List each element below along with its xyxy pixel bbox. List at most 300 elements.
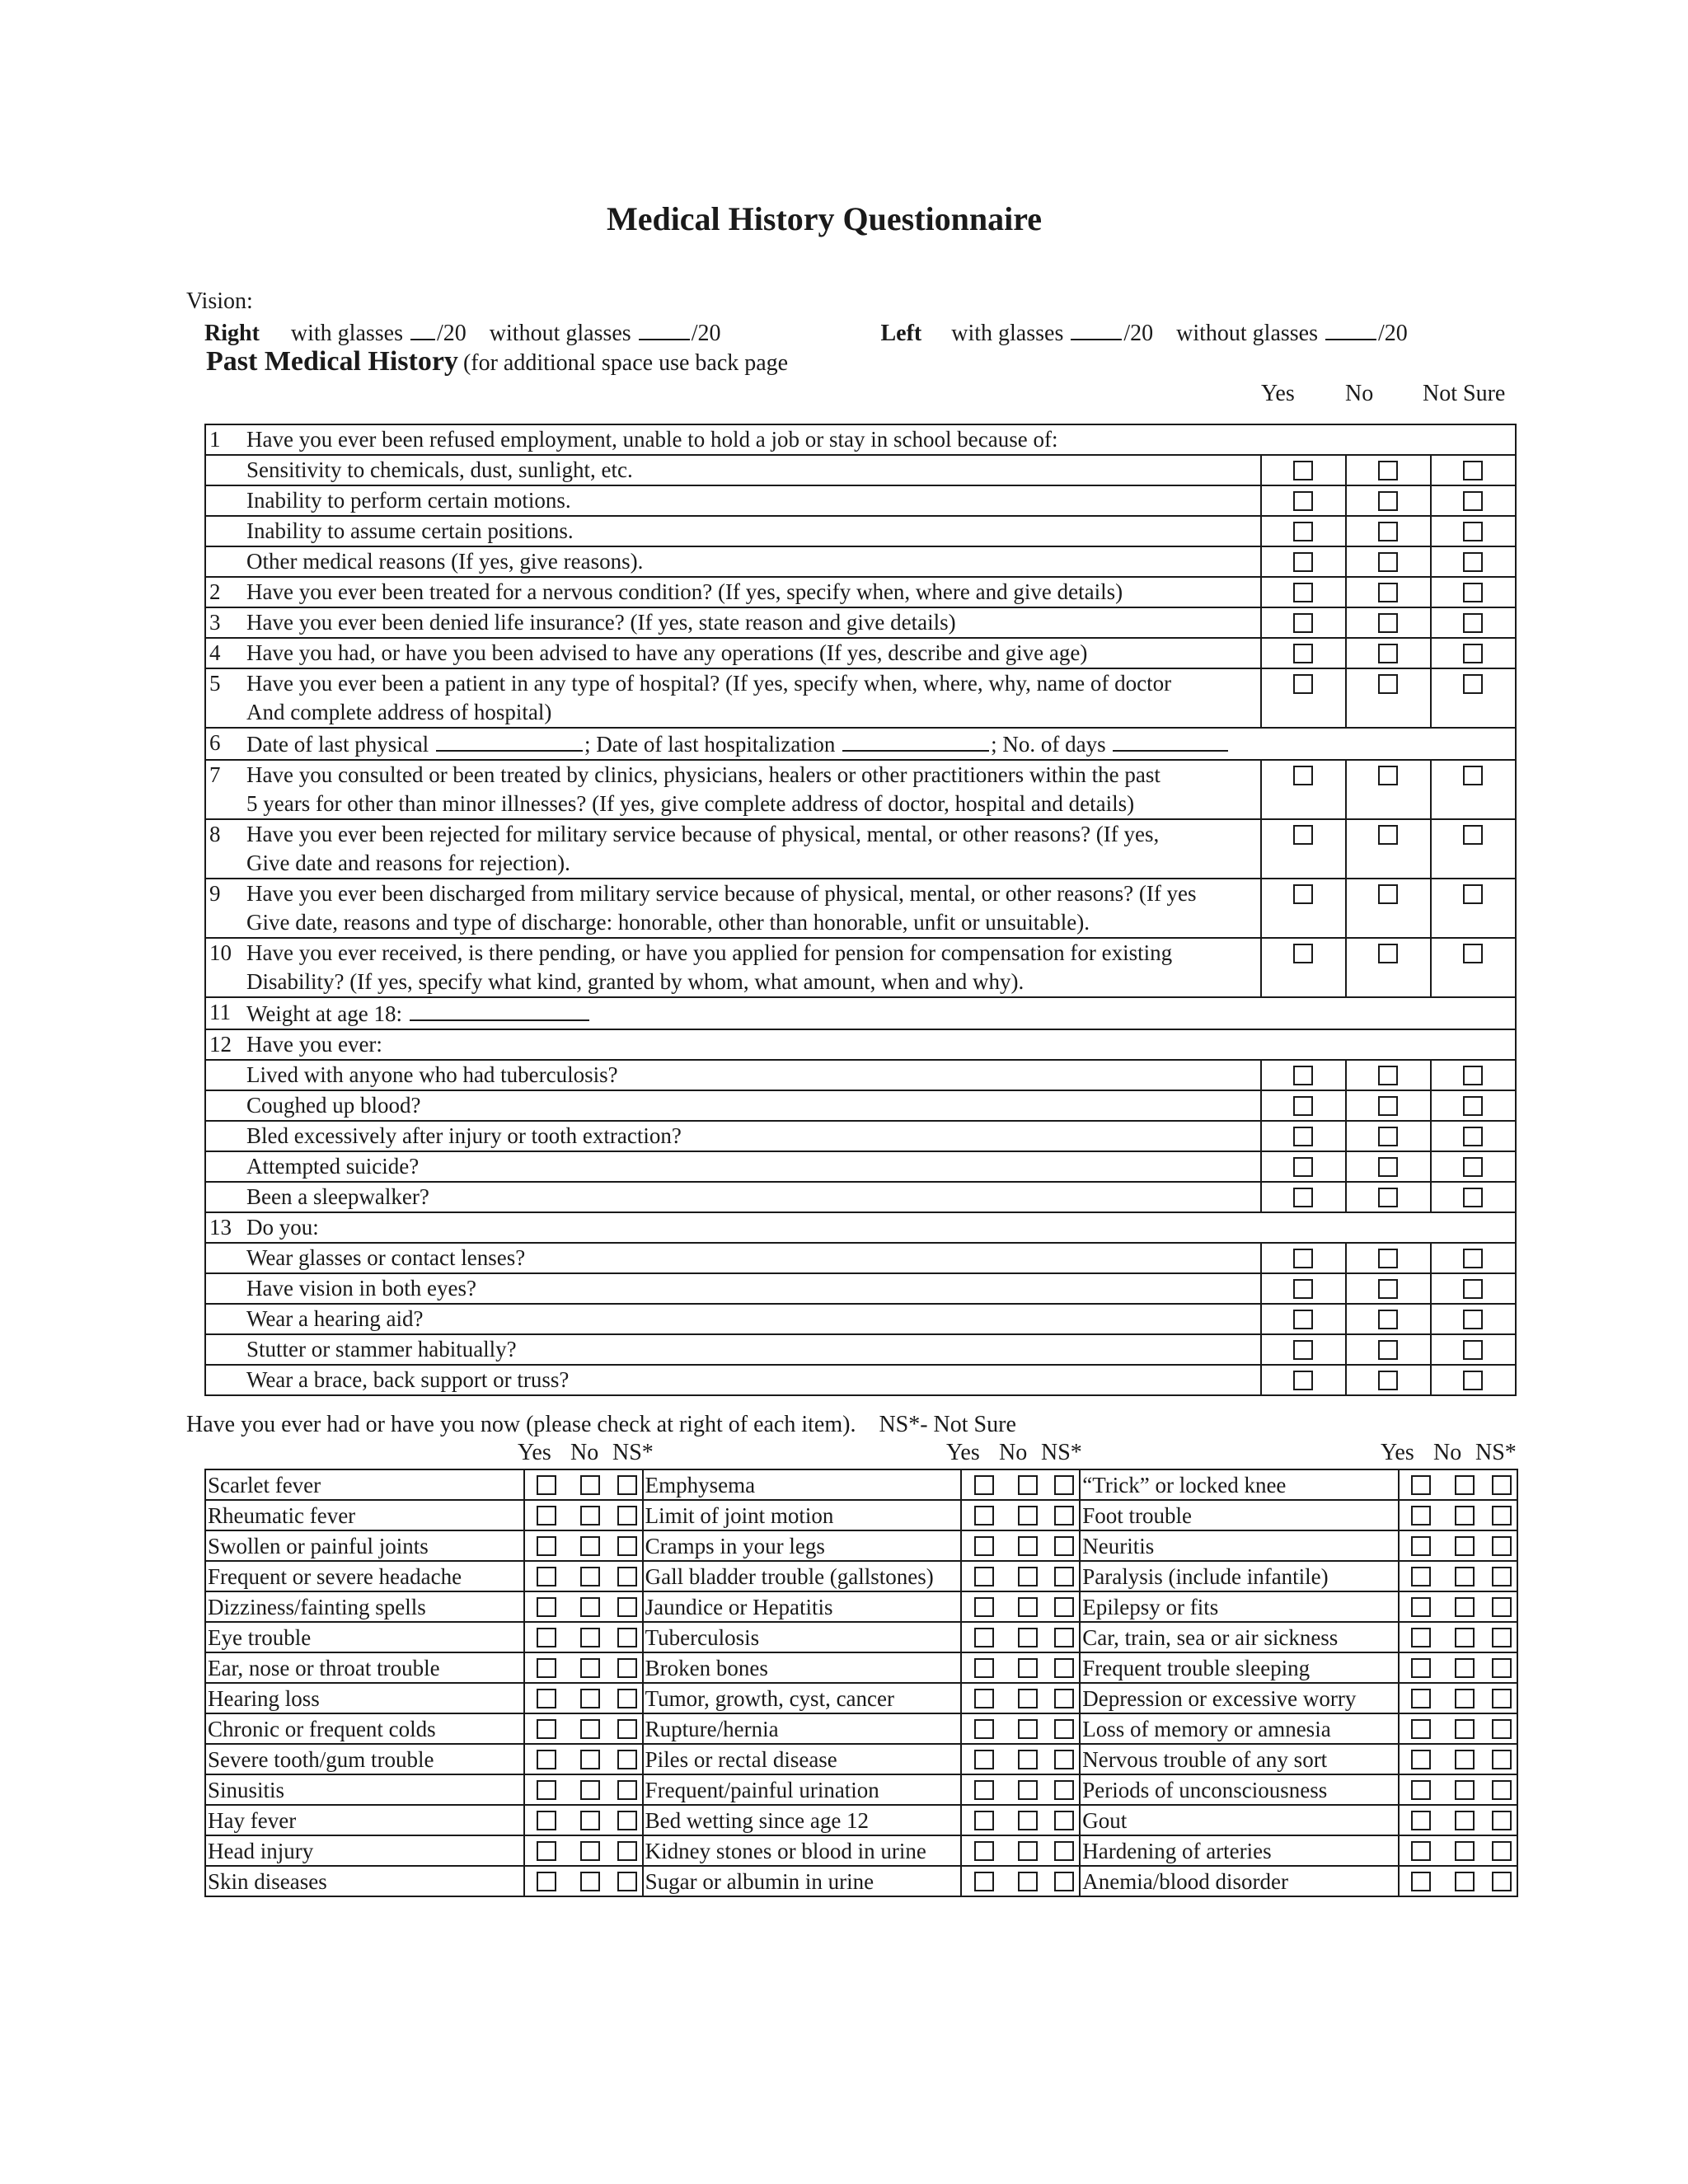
yes-checkbox[interactable]: [1411, 1567, 1431, 1586]
no-checkbox[interactable]: [1018, 1689, 1038, 1708]
condition-label: Paralysis (include infantile): [1080, 1561, 1399, 1591]
not-sure-checkbox[interactable]: [1463, 1340, 1483, 1360]
yes-checkbox[interactable]: [537, 1750, 556, 1769]
yes-checkbox[interactable]: [537, 1506, 556, 1526]
col2-header-no: No: [999, 1440, 1028, 1465]
yes-checkbox[interactable]: [974, 1719, 994, 1739]
yes-checkbox[interactable]: [537, 1872, 556, 1891]
no-checkbox[interactable]: [1378, 1371, 1398, 1390]
column-header-yes: Yes: [1261, 381, 1295, 406]
condition-label: Neuritis: [1080, 1530, 1399, 1561]
question-row: Wear a brace, back support or truss?: [205, 1365, 1516, 1395]
ns-checkbox[interactable]: [617, 1597, 637, 1617]
question-row: 2 Have you ever been treated for a nervous condition? (If yes, specify when, where and give details): [205, 577, 1516, 607]
past-medical-history-heading: Past Medical History (for additional space use back page: [206, 346, 789, 377]
question-row: Bled excessively after injury or tooth extraction?: [205, 1121, 1516, 1151]
ns-checkbox[interactable]: [617, 1658, 637, 1678]
condition-label: Periods of unconsciousness: [1080, 1774, 1399, 1805]
yes-checkbox[interactable]: [1293, 461, 1313, 480]
yes-checkbox[interactable]: [1411, 1475, 1431, 1495]
no-checkbox[interactable]: [1378, 884, 1398, 904]
condition-label: Gout: [1080, 1805, 1399, 1835]
condition-label: Sugar or albumin in urine: [643, 1866, 962, 1896]
condition-label: Frequent trouble sleeping: [1080, 1652, 1399, 1683]
condition-row: [205, 1622, 1517, 1652]
yes-checkbox[interactable]: [1293, 825, 1313, 845]
no-checkbox[interactable]: [1455, 1536, 1475, 1556]
column-header-not-sure: Not Sure: [1423, 381, 1506, 406]
yes-checkbox[interactable]: [1411, 1750, 1431, 1769]
not-sure-checkbox[interactable]: [1463, 613, 1483, 633]
condition-label: Piles or rectal disease: [643, 1744, 962, 1774]
no-checkbox[interactable]: [1455, 1628, 1475, 1647]
no-checkbox[interactable]: [1378, 944, 1398, 963]
not-sure-note: NS*- Not Sure: [879, 1412, 1016, 1437]
not-sure-checkbox[interactable]: [1463, 1371, 1483, 1390]
condition-row: [205, 1652, 1517, 1683]
not-sure-checkbox[interactable]: [1463, 825, 1483, 845]
no-checkbox[interactable]: [1378, 1279, 1398, 1299]
condition-label: Dizziness/fainting spells: [205, 1591, 524, 1622]
not-sure-checkbox[interactable]: [1463, 1279, 1483, 1299]
col3-header-no: No: [1433, 1440, 1462, 1465]
no-checkbox[interactable]: [1378, 644, 1398, 663]
not-sure-checkbox[interactable]: [1463, 1310, 1483, 1329]
left-without-glasses-field[interactable]: [1325, 317, 1376, 340]
no-checkbox[interactable]: [1378, 552, 1398, 572]
ns-checkbox[interactable]: [617, 1841, 637, 1861]
ns-checkbox[interactable]: [617, 1750, 637, 1769]
yes-checkbox[interactable]: [974, 1536, 994, 1556]
no-checkbox[interactable]: [1378, 461, 1398, 480]
condition-label: Broken bones: [643, 1652, 962, 1683]
last-hospitalization-date-field[interactable]: [842, 729, 989, 752]
yes-checkbox[interactable]: [1411, 1811, 1431, 1830]
yes-checkbox[interactable]: [537, 1628, 556, 1647]
no-checkbox[interactable]: [1378, 1249, 1398, 1268]
ns-checkbox[interactable]: [1492, 1628, 1512, 1647]
condition-label: Head injury: [205, 1835, 524, 1866]
question-row: 7 Have you consulted or been treated by clinics, physicians, healers or other practitioners within the past 5 years for other than minor illnesses? (If yes, give complete address of doctor, hospital and details): [205, 760, 1516, 819]
yes-checkbox[interactable]: [974, 1597, 994, 1617]
ns-checkbox[interactable]: [617, 1628, 637, 1647]
condition-row: [205, 1713, 1517, 1744]
question-row: 8 Have you ever been rejected for military service because of physical, mental, or other reasons? (If yes, Give date and reasons for rejection).: [205, 819, 1516, 879]
condition-label: Severe tooth/gum trouble: [205, 1744, 524, 1774]
yes-checkbox[interactable]: [974, 1475, 994, 1495]
no-checkbox[interactable]: [1018, 1536, 1038, 1556]
ns-checkbox[interactable]: [1492, 1597, 1512, 1617]
ns-checkbox[interactable]: [1054, 1750, 1074, 1769]
yes-checkbox[interactable]: [1411, 1841, 1431, 1861]
no-checkbox[interactable]: [1018, 1597, 1038, 1617]
no-checkbox[interactable]: [1455, 1475, 1475, 1495]
question-row: 6 Date of last physical ; Date of last hospitalization ; No. of days: [205, 728, 1516, 760]
not-sure-checkbox[interactable]: [1463, 884, 1483, 904]
no-checkbox[interactable]: [1018, 1719, 1038, 1739]
question-row: 3 Have you ever been denied life insurance? (If yes, state reason and give details): [205, 607, 1516, 638]
no-checkbox[interactable]: [580, 1597, 600, 1617]
yes-checkbox[interactable]: [1293, 1279, 1313, 1299]
condition-row: [205, 1835, 1517, 1866]
yes-checkbox[interactable]: [1293, 1096, 1313, 1116]
ns-checkbox[interactable]: [1054, 1475, 1074, 1495]
question-row: 13 Do you:: [205, 1212, 1516, 1243]
not-sure-checkbox[interactable]: [1463, 644, 1483, 663]
question-row: Wear glasses or contact lenses?: [205, 1243, 1516, 1273]
no-checkbox[interactable]: [1455, 1567, 1475, 1586]
right-without-glasses-label: without glasses: [489, 321, 631, 346]
question-row: 4 Have you had, or have you been advised to have any operations (If yes, describe and give age): [205, 638, 1516, 668]
yes-checkbox[interactable]: [1293, 1340, 1313, 1360]
question-row: 9 Have you ever been discharged from military service because of physical, mental, or other reasons? (If yes Give date, reasons and type of discharge: honorable, other than honorable, unfit or unsuitable).: [205, 879, 1516, 938]
condition-label: Rupture/hernia: [643, 1713, 962, 1744]
condition-label: Nervous trouble of any sort: [1080, 1744, 1399, 1774]
left-with-glasses-field[interactable]: [1071, 317, 1122, 340]
yes-checkbox[interactable]: [974, 1872, 994, 1891]
ns-checkbox[interactable]: [1054, 1536, 1074, 1556]
no-checkbox[interactable]: [1378, 613, 1398, 633]
not-sure-checkbox[interactable]: [1463, 522, 1483, 541]
yes-checkbox[interactable]: [1411, 1628, 1431, 1647]
condition-label: Foot trouble: [1080, 1500, 1399, 1530]
no-checkbox[interactable]: [580, 1475, 600, 1495]
yes-checkbox[interactable]: [974, 1841, 994, 1861]
no-checkbox[interactable]: [1378, 1157, 1398, 1177]
yes-checkbox[interactable]: [1293, 583, 1313, 602]
condition-row: [205, 1530, 1517, 1561]
no-checkbox[interactable]: [1455, 1719, 1475, 1739]
no-checkbox[interactable]: [1378, 491, 1398, 511]
no-checkbox[interactable]: [1378, 766, 1398, 785]
yes-checkbox[interactable]: [537, 1567, 556, 1586]
yes-checkbox[interactable]: [974, 1567, 994, 1586]
ns-checkbox[interactable]: [1492, 1780, 1512, 1800]
weight-at-18-field[interactable]: [410, 998, 589, 1021]
question-row: Been a sleepwalker?: [205, 1182, 1516, 1212]
question-row: 12 Have you ever:: [205, 1029, 1516, 1060]
no-checkbox[interactable]: [1455, 1811, 1475, 1830]
condition-row: [205, 1683, 1517, 1713]
ns-checkbox[interactable]: [617, 1811, 637, 1830]
yes-checkbox[interactable]: [1411, 1780, 1431, 1800]
ns-checkbox[interactable]: [1492, 1841, 1512, 1861]
yes-checkbox[interactable]: [974, 1811, 994, 1830]
col1-header-no: No: [570, 1440, 599, 1465]
condition-row: [205, 1591, 1517, 1622]
no-checkbox[interactable]: [580, 1506, 600, 1526]
condition-row: [205, 1744, 1517, 1774]
no-checkbox[interactable]: [580, 1567, 600, 1586]
past-medical-history-table: [204, 424, 1517, 1396]
question-row: Coughed up blood?: [205, 1090, 1516, 1121]
ns-checkbox[interactable]: [1492, 1658, 1512, 1678]
yes-checkbox[interactable]: [537, 1597, 556, 1617]
condition-label: Hardening of arteries: [1080, 1835, 1399, 1866]
vision-label: Vision:: [186, 288, 253, 314]
yes-checkbox[interactable]: [974, 1780, 994, 1800]
ns-checkbox[interactable]: [1492, 1719, 1512, 1739]
condition-label: Emphysema: [643, 1469, 962, 1500]
yes-checkbox[interactable]: [1293, 1188, 1313, 1207]
ns-checkbox[interactable]: [1054, 1506, 1074, 1526]
ns-checkbox[interactable]: [1492, 1506, 1512, 1526]
no-checkbox[interactable]: [580, 1841, 600, 1861]
yes-checkbox[interactable]: [1411, 1506, 1431, 1526]
ns-checkbox[interactable]: [617, 1567, 637, 1586]
col1-header-ns: NS*: [612, 1440, 654, 1465]
condition-label: Swollen or painful joints: [205, 1530, 524, 1561]
col2-header-ns: NS*: [1041, 1440, 1082, 1465]
no-checkbox[interactable]: [580, 1719, 600, 1739]
yes-checkbox[interactable]: [1293, 491, 1313, 511]
ns-checkbox[interactable]: [1492, 1750, 1512, 1769]
no-checkbox[interactable]: [1455, 1506, 1475, 1526]
no-checkbox[interactable]: [1378, 825, 1398, 845]
no-checkbox[interactable]: [1455, 1780, 1475, 1800]
col1-header-yes: Yes: [518, 1440, 551, 1465]
not-sure-checkbox[interactable]: [1463, 1249, 1483, 1268]
question-row: Inability to assume certain positions.: [205, 516, 1516, 546]
yes-checkbox[interactable]: [1293, 1249, 1313, 1268]
no-checkbox[interactable]: [1018, 1506, 1038, 1526]
yes-checkbox[interactable]: [537, 1475, 556, 1495]
no-checkbox[interactable]: [580, 1750, 600, 1769]
yes-checkbox[interactable]: [1411, 1536, 1431, 1556]
condition-label: Loss of memory or amnesia: [1080, 1713, 1399, 1744]
ns-checkbox[interactable]: [1054, 1872, 1074, 1891]
question-row: 5 Have you ever been a patient in any type of hospital? (If yes, specify when, where, why, name of doctor And complete address of hospital): [205, 668, 1516, 728]
condition-label: Cramps in your legs: [643, 1530, 962, 1561]
no-checkbox[interactable]: [580, 1689, 600, 1708]
ns-checkbox[interactable]: [1492, 1872, 1512, 1891]
ns-checkbox[interactable]: [1054, 1658, 1074, 1678]
question-row: 10 Have you ever received, is there pending, or have you applied for pension for compensation for existing Disability? (If yes, specify what kind, granted by whom, what amount, when and why).: [205, 938, 1516, 997]
right-without-glasses-field[interactable]: [639, 317, 690, 340]
no-checkbox[interactable]: [1018, 1567, 1038, 1586]
no-checkbox[interactable]: [1378, 1066, 1398, 1085]
yes-checkbox[interactable]: [1293, 674, 1313, 694]
ns-checkbox[interactable]: [617, 1689, 637, 1708]
no-checkbox[interactable]: [1018, 1628, 1038, 1647]
yes-checkbox[interactable]: [1293, 1127, 1313, 1146]
ns-checkbox[interactable]: [617, 1719, 637, 1739]
no-checkbox[interactable]: [1378, 1127, 1398, 1146]
yes-checkbox[interactable]: [537, 1689, 556, 1708]
no-checkbox[interactable]: [580, 1780, 600, 1800]
ns-checkbox[interactable]: [1054, 1597, 1074, 1617]
yes-checkbox[interactable]: [1293, 1066, 1313, 1085]
yes-checkbox[interactable]: [1411, 1658, 1431, 1678]
ns-checkbox[interactable]: [1054, 1811, 1074, 1830]
yes-checkbox[interactable]: [1293, 1371, 1313, 1390]
yes-checkbox[interactable]: [974, 1689, 994, 1708]
yes-checkbox[interactable]: [1293, 766, 1313, 785]
ns-checkbox[interactable]: [1492, 1567, 1512, 1586]
condition-row: [205, 1866, 1517, 1896]
yes-checkbox[interactable]: [537, 1841, 556, 1861]
condition-label: Gall bladder trouble (gallstones): [643, 1561, 962, 1591]
no-checkbox[interactable]: [1018, 1475, 1038, 1495]
ns-checkbox[interactable]: [1054, 1719, 1074, 1739]
not-sure-checkbox[interactable]: [1463, 1066, 1483, 1085]
vision-line: Right with glasses /20 without glasses /20 Left with glasses /20 without glasses /20: [204, 317, 1408, 347]
condition-row: [205, 1561, 1517, 1591]
no-checkbox[interactable]: [1378, 1310, 1398, 1329]
yes-checkbox[interactable]: [1293, 1310, 1313, 1329]
condition-label: “Trick” or locked knee: [1080, 1469, 1399, 1500]
ns-checkbox[interactable]: [1054, 1628, 1074, 1647]
no-checkbox[interactable]: [1455, 1750, 1475, 1769]
yes-checkbox[interactable]: [974, 1628, 994, 1647]
question-text: Have you ever been refused employment, unable to hold a job or stay in school because of:: [245, 424, 1516, 455]
condition-label: Depression or excessive worry: [1080, 1683, 1399, 1713]
no-checkbox[interactable]: [580, 1811, 600, 1830]
not-sure-checkbox[interactable]: [1463, 1188, 1483, 1207]
no-checkbox[interactable]: [1378, 1188, 1398, 1207]
no-checkbox[interactable]: [1018, 1780, 1038, 1800]
question-row: Have vision in both eyes?: [205, 1273, 1516, 1304]
condition-label: Tuberculosis: [643, 1622, 962, 1652]
yes-checkbox[interactable]: [537, 1780, 556, 1800]
condition-label: Anemia/blood disorder: [1080, 1866, 1399, 1896]
no-checkbox[interactable]: [1455, 1689, 1475, 1708]
yes-checkbox[interactable]: [1293, 884, 1313, 904]
no-checkbox[interactable]: [1378, 522, 1398, 541]
question-row: 1 Have you ever been refused employment, unable to hold a job or stay in school because of:: [205, 424, 1516, 455]
condition-label: Hearing loss: [205, 1683, 524, 1713]
ns-checkbox[interactable]: [617, 1780, 637, 1800]
not-sure-checkbox[interactable]: [1463, 944, 1483, 963]
no-checkbox[interactable]: [1378, 1096, 1398, 1116]
no-checkbox[interactable]: [580, 1536, 600, 1556]
left-without-glasses-label: without glasses: [1176, 321, 1319, 346]
ns-checkbox[interactable]: [1054, 1841, 1074, 1861]
question-row: Wear a hearing aid?: [205, 1304, 1516, 1334]
right-with-glasses-label: with glasses: [290, 321, 404, 346]
yes-checkbox[interactable]: [537, 1811, 556, 1830]
ns-checkbox[interactable]: [617, 1475, 637, 1495]
ns-checkbox[interactable]: [1054, 1567, 1074, 1586]
condition-label: Eye trouble: [205, 1622, 524, 1652]
ns-checkbox[interactable]: [617, 1506, 637, 1526]
question-row: Stutter or stammer habitually?: [205, 1334, 1516, 1365]
col2-header-yes: Yes: [946, 1440, 980, 1465]
yes-checkbox[interactable]: [537, 1658, 556, 1678]
not-sure-checkbox[interactable]: [1463, 491, 1483, 511]
ns-checkbox[interactable]: [1054, 1780, 1074, 1800]
number-of-days-field[interactable]: [1113, 729, 1228, 752]
ns-checkbox[interactable]: [1054, 1689, 1074, 1708]
yes-checkbox[interactable]: [974, 1506, 994, 1526]
col3-header-yes: Yes: [1381, 1440, 1414, 1465]
not-sure-checkbox[interactable]: [1463, 1127, 1483, 1146]
not-sure-checkbox[interactable]: [1463, 461, 1483, 480]
yes-checkbox[interactable]: [974, 1658, 994, 1678]
no-checkbox[interactable]: [580, 1628, 600, 1647]
no-checkbox[interactable]: [1378, 674, 1398, 694]
condition-label: Chronic or frequent colds: [205, 1713, 524, 1744]
yes-checkbox[interactable]: [1293, 944, 1313, 963]
yes-checkbox[interactable]: [537, 1719, 556, 1739]
condition-label: Rheumatic fever: [205, 1500, 524, 1530]
yes-checkbox[interactable]: [1411, 1872, 1431, 1891]
ns-checkbox[interactable]: [1492, 1811, 1512, 1830]
no-checkbox[interactable]: [1378, 583, 1398, 602]
no-checkbox[interactable]: [1455, 1872, 1475, 1891]
yes-checkbox[interactable]: [1293, 613, 1313, 633]
no-checkbox[interactable]: [580, 1872, 600, 1891]
no-checkbox[interactable]: [1455, 1841, 1475, 1861]
condition-label: Ear, nose or throat trouble: [205, 1652, 524, 1683]
ns-checkbox[interactable]: [1492, 1536, 1512, 1556]
left-eye-label: Left: [880, 321, 922, 346]
yes-checkbox[interactable]: [1411, 1689, 1431, 1708]
last-physical-date-field[interactable]: [436, 729, 583, 752]
condition-label: Car, train, sea or air sickness: [1080, 1622, 1399, 1652]
condition-label: Bed wetting since age 12: [643, 1805, 962, 1835]
condition-label: Kidney stones or blood in urine: [643, 1835, 962, 1866]
yes-checkbox[interactable]: [974, 1750, 994, 1769]
no-checkbox[interactable]: [1018, 1658, 1038, 1678]
yes-checkbox[interactable]: [1293, 644, 1313, 663]
no-checkbox[interactable]: [1455, 1597, 1475, 1617]
no-checkbox[interactable]: [580, 1658, 600, 1678]
condition-label: Limit of joint motion: [643, 1500, 962, 1530]
column-header-no: No: [1345, 381, 1374, 406]
condition-label: Epilepsy or fits: [1080, 1591, 1399, 1622]
not-sure-checkbox[interactable]: [1463, 583, 1483, 602]
not-sure-checkbox[interactable]: [1463, 1096, 1483, 1116]
ns-checkbox[interactable]: [1492, 1689, 1512, 1708]
yes-checkbox[interactable]: [1293, 552, 1313, 572]
no-checkbox[interactable]: [1018, 1750, 1038, 1769]
no-checkbox[interactable]: [1378, 1340, 1398, 1360]
ns-checkbox[interactable]: [617, 1872, 637, 1891]
question-row: Sensitivity to chemicals, dust, sunlight, etc.: [205, 455, 1516, 485]
not-sure-checkbox[interactable]: [1463, 552, 1483, 572]
yes-checkbox[interactable]: [1411, 1719, 1431, 1739]
yes-checkbox[interactable]: [537, 1536, 556, 1556]
yes-checkbox[interactable]: [1293, 1157, 1313, 1177]
condition-label: Sinusitis: [205, 1774, 524, 1805]
conditions-intro: Have you ever had or have you now (please check at right of each item). NS*- Not Sure: [186, 1412, 1016, 1437]
ns-checkbox[interactable]: [1492, 1475, 1512, 1495]
not-sure-checkbox[interactable]: [1463, 674, 1483, 694]
conditions-table: [204, 1469, 1518, 1897]
condition-label: Skin diseases: [205, 1866, 524, 1896]
condition-label: Jaundice or Hepatitis: [643, 1591, 962, 1622]
page-title: Medical History Questionnaire: [606, 200, 1043, 237]
right-eye-label: Right: [204, 321, 260, 346]
question-row: Attempted suicide?: [205, 1151, 1516, 1182]
no-checkbox[interactable]: [1455, 1658, 1475, 1678]
not-sure-checkbox[interactable]: [1463, 766, 1483, 785]
question-row: 11 Weight at age 18:: [205, 997, 1516, 1029]
yes-checkbox[interactable]: [1293, 522, 1313, 541]
condition-label: Scarlet fever: [205, 1469, 524, 1500]
condition-row: [205, 1500, 1517, 1530]
question-row: Other medical reasons (If yes, give reasons).: [205, 546, 1516, 577]
yes-checkbox[interactable]: [1411, 1597, 1431, 1617]
no-checkbox[interactable]: [1018, 1841, 1038, 1861]
right-with-glasses-field[interactable]: [410, 317, 435, 340]
no-checkbox[interactable]: [1018, 1872, 1038, 1891]
no-checkbox[interactable]: [1018, 1811, 1038, 1830]
not-sure-checkbox[interactable]: [1463, 1157, 1483, 1177]
ns-checkbox[interactable]: [617, 1536, 637, 1556]
condition-label: Hay fever: [205, 1805, 524, 1835]
